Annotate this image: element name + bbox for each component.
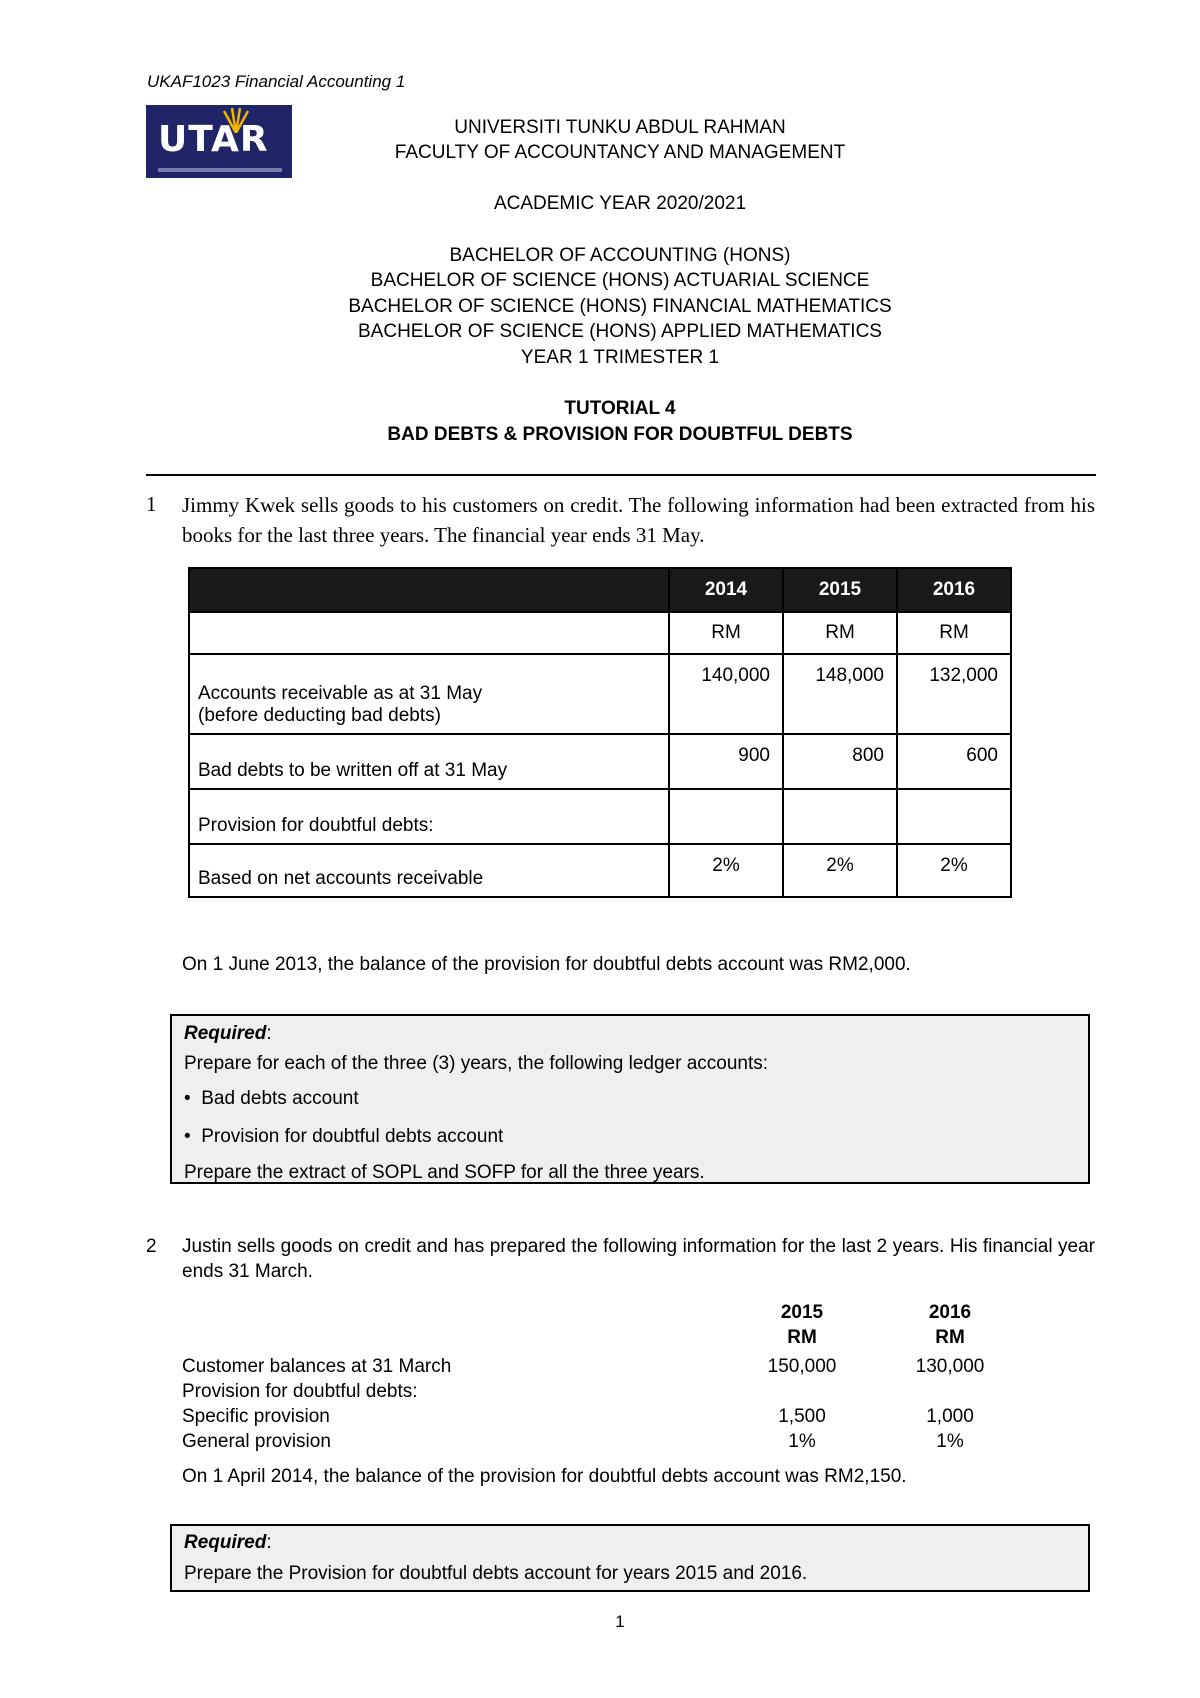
required-outro: Prepare the extract of SOPL and SOFP for all the three years. <box>184 1162 705 1183</box>
table-cell: 140,000 <box>669 654 783 734</box>
required-colon: : <box>266 1532 272 1553</box>
programme-2: BACHELOR OF SCIENCE (HONS) ACTUARIAL SCIENCE <box>370 270 870 291</box>
bullet-icon: • <box>184 1126 202 1147</box>
col-year: 2016 <box>928 1302 972 1323</box>
university-name: UNIVERSITI TUNKU ABDUL RAHMAN <box>454 117 786 138</box>
q2-value <box>900 1379 1000 1404</box>
faculty-name: FACULTY OF ACCOUNTANCY AND MANAGEMENT <box>394 142 846 163</box>
q2-row-label: Customer balances at 31 March <box>182 1356 452 1377</box>
q1-opening-note: On 1 June 2013, the balance of the provision for doubtful debts account was RM2,000. <box>182 954 911 975</box>
table-cell: 600 <box>897 734 1011 789</box>
tutorial-topic: BAD DEBTS & PROVISION FOR DOUBTFUL DEBTS <box>387 424 853 445</box>
table-row <box>189 844 1011 897</box>
q2-row-label: General provision <box>182 1431 331 1452</box>
table-cell <box>897 789 1011 844</box>
required-colon: : <box>266 1023 272 1044</box>
q2-value: 1,000 <box>926 1406 974 1427</box>
table-cell: 132,000 <box>897 654 1011 734</box>
table-currency: RM <box>783 612 897 654</box>
table-row <box>189 789 1011 844</box>
q2-required-box <box>170 1524 1090 1592</box>
table-year-2015: 2015 <box>783 568 897 612</box>
table-row-label: Bad debts to be written off at 31 May <box>189 734 669 789</box>
programme-1: BACHELOR OF ACCOUNTING (HONS) <box>449 245 791 266</box>
q2-text: Justin sells goods on credit and has prepared the following information for the last 2 years. His financial year ends 31 March. <box>182 1236 1095 1282</box>
col-unit: RM <box>935 1327 965 1348</box>
q2-value: 1% <box>788 1431 816 1452</box>
table-header-blank <box>189 568 669 612</box>
table-cell: 2% <box>783 844 897 897</box>
required-title: Required <box>184 1023 267 1044</box>
table-row <box>189 734 1011 789</box>
programme-3: BACHELOR OF SCIENCE (HONS) FINANCIAL MATHEMATICS <box>348 296 892 317</box>
table-cell <box>783 789 897 844</box>
header-divider <box>146 474 1096 476</box>
q2-value: 150,000 <box>767 1356 837 1377</box>
table-cell-blank <box>189 612 669 654</box>
table-cell: 148,000 <box>783 654 897 734</box>
col-year: 2015 <box>780 1302 824 1323</box>
table-row <box>189 654 1011 734</box>
table-header-row <box>189 568 1011 612</box>
q2-col-2016 <box>900 1300 1000 1350</box>
q2-row-label: Provision for doubtful debts: <box>182 1381 418 1402</box>
q2-col-2015 <box>752 1300 852 1350</box>
q2-value: 1% <box>936 1431 964 1452</box>
logo-text: UTAR <box>158 119 269 160</box>
row-label-line1: Accounts receivable as at 31 May <box>198 683 483 704</box>
q2-number: 2 <box>146 1236 157 1257</box>
q2-row-labels <box>182 1354 451 1454</box>
year-trimester: YEAR 1 TRIMESTER 1 <box>520 347 720 368</box>
table-cell: 2% <box>897 844 1011 897</box>
bullet-icon: • <box>184 1088 202 1109</box>
table-cell: 900 <box>669 734 783 789</box>
table-cell: 800 <box>783 734 897 789</box>
q1-text: Jimmy Kwek sells goods to his customers on credit. The following information had been extracted from his books for the last three years. The financial year ends 31 May. <box>182 493 1095 547</box>
q1-required-box <box>170 1014 1090 1184</box>
q2-opening-note: On 1 April 2014, the balance of the provision for doubtful debts account was RM2,150. <box>182 1466 907 1487</box>
programme-4: BACHELOR OF SCIENCE (HONS) APPLIED MATHEMATICS <box>358 321 882 342</box>
required-text: Prepare the Provision for doubtful debts account for years 2015 and 2016. <box>184 1563 808 1584</box>
required-bullet-item: • Bad debts account <box>184 1088 359 1109</box>
required-intro: Prepare for each of the three (3) years, the following ledger accounts: <box>184 1053 769 1074</box>
row-label-line2: (before deducting bad debts) <box>198 705 441 726</box>
table-currency: RM <box>669 612 783 654</box>
tutorial-number: TUTORIAL 4 <box>564 398 676 419</box>
q1-data-table <box>188 567 1012 898</box>
q2-row-label: Specific provision <box>182 1406 330 1427</box>
page-number: 1 <box>615 1612 625 1631</box>
table-row-label: Based on net accounts receivable <box>189 844 669 897</box>
table-currency-row <box>189 612 1011 654</box>
q2-values-2016 <box>900 1354 1000 1454</box>
table-row-label: Provision for doubtful debts: <box>189 789 669 844</box>
table-cell: 2% <box>669 844 783 897</box>
q2-value: 130,000 <box>915 1356 985 1377</box>
table-cell <box>669 789 783 844</box>
table-row-label <box>189 654 669 734</box>
course-header: UKAF1023 Financial Accounting 1 <box>147 72 406 91</box>
q2-value: 1,500 <box>778 1406 826 1427</box>
table-year-2014: 2014 <box>669 568 783 612</box>
col-unit: RM <box>787 1327 817 1348</box>
table-year-2016: 2016 <box>897 568 1011 612</box>
q1-number: 1 <box>146 492 157 516</box>
q2-values-2015 <box>752 1354 852 1454</box>
logo-underline <box>158 168 282 172</box>
academic-year: ACADEMIC YEAR 2020/2021 <box>493 193 747 214</box>
required-bullet-item: • Provision for doubtful debts account <box>184 1126 504 1147</box>
table-currency: RM <box>897 612 1011 654</box>
required-title: Required <box>184 1532 267 1553</box>
q2-value <box>752 1379 852 1404</box>
